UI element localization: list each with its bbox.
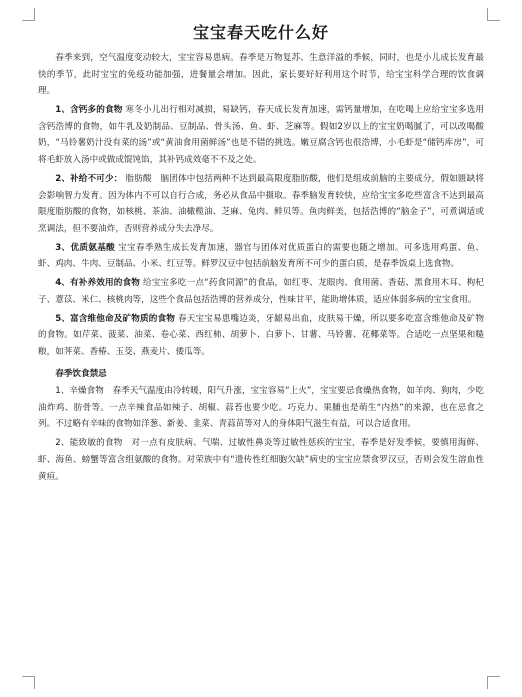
crop-mark-top-left [22,8,35,21]
section-heading: 3、优质氨基酸 [55,242,116,253]
section-tonic-food [38,275,484,308]
taboo-item-dry-hot: 1、辛燥食物 春季天气温度由冷转暖，阳气升涨，宝宝容易“上火”，宝宝要忌食燥热食物，如羊肉、狗肉，少吃油炸鸡、肪骨等。一点辛辣食品如辣子、胡椒、蒜苔也要少吃。巧克力、果脯也是萌生“内热”的来源，也在忌食之列。不过略有辛味的食物如洋葱、新姜、韭菜、青蒜苗等对人的身体阳气滋生有益，可以合适食用。 [38,386,484,430]
section-body: 春天宝宝易患嘴边炎，牙龈易出血，皮肤易干燥，所以要多吃富含维他命及矿物的食物。如芹菜、菠菜、油菜、卷心菜、西红柿、胡萝卜、白萝卜、甘薯、马铃薯、花椰菜等。合适吃一点坚果和糙粮，如荠菜、香椿、玉茭、燕麦片、倭瓜等。 [38,313,484,358]
crop-mark-bottom-left [22,676,35,689]
section-heading: 2、补给不可少： [55,173,123,184]
document-page [38,22,484,488]
section-body: 宝宝春季熟生成长发育加速，器官与团体对优质蛋白的需要也随之增加。可多选用鸡蛋、鱼、虾、鸡肉、牛肉、豆制品、小米、红豆等。鲜罗汉豆中包括前脑发育所不可少的蛋白质，是春季饭桌上选食物。 [38,242,484,270]
document-title: 宝宝春天吃什么好 [192,23,329,42]
section-fatty-acid [38,171,484,237]
section-body: 给宝宝多吃一点“药食同源”的食品，如红枣、龙眼肉、食用菌、香菇、黑食用木耳、枸杞子、薏苡、米仁、核桃肉等，这些个食品包括浩博的营养成分，性味甘平，能助增体质，适应体弱多病的宝宝食用。 [38,278,485,305]
crop-mark-top-right [487,8,500,21]
taboo-heading: 春季饮食禁忌 [55,368,107,379]
taboo-item-allergen: 2、能致敏的食物 对一点有皮肤病、气喘、过敏性鼻炎等过敏性惩疾的宝宝，春季是好发季候，要慎用海鲜、虾、海鱼、螃蟹等富含组氨酸的食物。对荣族中有“遗传性红细胞欠缺”病史的宝宝应禁食罗汉豆，否则会发生溶血性黄疸。 [38,438,484,482]
section-heading: 1、含钙多的食物 [55,105,123,116]
intro-paragraph: 春季来到，空气温度变动较大，宝宝容易患病。春季是万物复苏、生意洋溢的季候，同时，也是小儿成长发育最快的季节，此时宝宝的免疫功能加强，进餐量会增加。因此，家长要好好利用这个时节，给宝宝科学合理的饮食调理。 [38,53,484,97]
section-calcium [38,102,484,168]
section-heading: 5、富含维他命及矿物质的食物 [55,313,176,324]
section-body: 脂肪酸 脑团体中包括两种不达到最高限度脂肪酸，他们是组成前脑的主要成分，假如匮缺将会影响智力发育。因为体内不可以自行合成，务必从食品中摄取。春季脑发育较快，应给宝宝多吃些富含不达到最高限度脂肪酸的食物，如核桃、茶油、油橄榄油、芝麻、兔肉、鲜贝等。鱼肉鲜美，包括浩博的“脑金子”，可煮调适或烹调法，但不要油炸，否则营养成分失去净尽。 [38,173,484,234]
section-amino-acid [38,240,484,273]
section-heading: 4、有补养效用的食物 [55,278,140,289]
crop-mark-bottom-right [487,676,500,689]
section-body: 寒冬小儿出行相对减损，易缺钙，春天成长发育加速，需钙量增加，在吃喝上应给宝宝多选用含钙浩博的食物，如牛乳及奶制品、豆制品、骨头汤、鱼、虾、芝麻等。假如2岁以上的宝宝奶喝腻了，可以改喝酸奶，“马铃薯奶汁没有菜的汤”或“黄油食用菌鲜汤”也是不错的挑选。嫩豆腐含钙也很浩博，小毛虾是“储钙库房”，可将毛虾放入汤中或做成馄饨馅，其补钙成效毫不不及之处。 [38,105,484,165]
section-vitamins-minerals [38,311,484,361]
